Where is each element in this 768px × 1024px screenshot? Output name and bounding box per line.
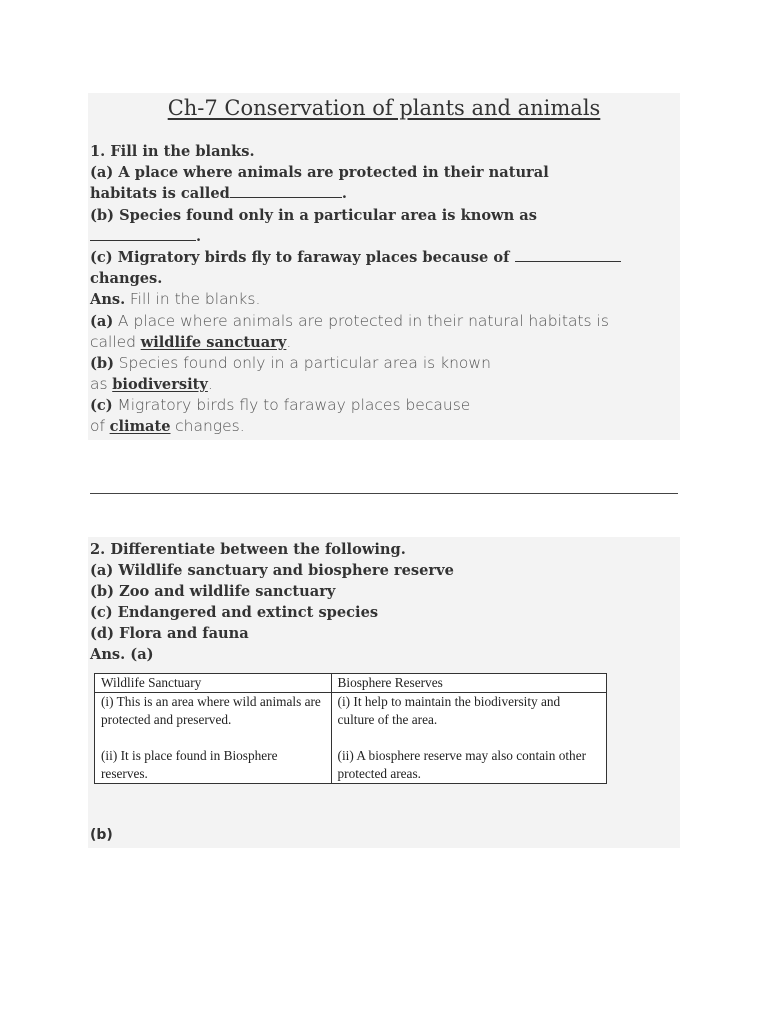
q1-c-text: Migratory birds fly to faraway places because of (117, 248, 510, 266)
q1-b-end: . (196, 227, 202, 245)
question-2-block (88, 537, 680, 848)
a1-c-line-1 (90, 395, 680, 416)
table-cell-wildlife (95, 693, 332, 784)
q1-b-label: (b) (90, 206, 115, 224)
a1-a-line-2 (90, 332, 680, 353)
q2-item-a: (a) Wildlife sanctuary and biosphere reserve (90, 562, 454, 579)
page-title: Ch-7 Conservation of plants and animals (167, 96, 601, 120)
a1-a-text-1: A place where animals are protected in their natural habitats is (117, 311, 609, 330)
a1-ans-label: Ans. (90, 291, 126, 309)
table-header-biosphere-reserves: Biosphere Reserves (331, 674, 606, 693)
a1-c-end: changes. (175, 417, 245, 436)
a1-intro: Fill in the blanks. (129, 290, 261, 309)
q1-heading: 1. Fill in the blanks. (90, 143, 255, 160)
a1-b-text-2: as (90, 375, 108, 394)
wildlife-point-1: (i) This is an area where wild animals are protected and preserved. (101, 694, 321, 727)
q1-c-blank (515, 249, 621, 262)
a1-a-line-1 (90, 311, 680, 332)
q1-b-line-2 (90, 226, 680, 247)
q1-b-blank (90, 228, 196, 241)
q2-item-b: (b) Zoo and wildlife sanctuary (90, 583, 336, 600)
table-header-wildlife-sanctuary: Wildlife Sanctuary (95, 674, 332, 693)
table-header-row (95, 674, 607, 693)
a1-b-line-1 (90, 353, 680, 374)
q2-item-c: (c) Endangered and extinct species (90, 604, 379, 621)
q1-b-line-1 (90, 205, 680, 226)
table-cell-biosphere (331, 693, 606, 784)
q1-a-text-1: A place where animals are protected in their natural (118, 164, 549, 182)
table-row (95, 693, 607, 784)
comparison-table (94, 673, 607, 784)
a1-c-line-2 (90, 416, 680, 437)
a1-b-line-2 (90, 374, 680, 395)
q2-b-label: (b) (90, 827, 113, 843)
a1-a-text-2: called (90, 332, 137, 351)
a1-a-label: (a) (90, 312, 114, 330)
wildlife-point-2: (ii) It is place found in Biosphere reserves. (101, 748, 278, 781)
q1-a-blank (230, 185, 342, 198)
q2-item-d: (d) Flora and fauna (90, 625, 249, 642)
question-1-lines (90, 141, 680, 438)
a1-c-text-2: of (90, 417, 105, 436)
a1-b-end: . (207, 375, 213, 394)
a1-c-label: (c) (90, 397, 113, 415)
q1-a-line-1 (90, 162, 680, 183)
a1-a-end: . (286, 332, 292, 351)
a1-c-text-1: Migratory birds fly to faraway places because (117, 396, 471, 415)
q1-a-end: . (341, 185, 347, 203)
q1-a-label: (a) (90, 164, 114, 182)
q1-c-label: (c) (90, 248, 113, 266)
q2-heading: 2. Differentiate between the following. (90, 541, 406, 558)
a1-b-answer: biodiversity (112, 376, 208, 394)
a1-b-text-1: Species found only in a particular area is known (118, 353, 491, 372)
biosphere-point-1: (i) It help to maintain the biodiversity and culture of the area. (337, 694, 561, 727)
q1-c-line-2: changes. (90, 270, 163, 288)
q1-b-text: Species found only in a particular area is known as (119, 206, 537, 224)
a1-c-answer: climate (109, 418, 171, 436)
section-divider (90, 493, 678, 494)
q2-ans-label: Ans. (a) (90, 646, 154, 663)
q1-c-line-1 (90, 247, 680, 268)
a1-a-answer: wildlife sanctuary (140, 333, 287, 351)
biosphere-point-2: (ii) A biosphere reserve may also contain other protected areas. (337, 748, 587, 781)
question-1-block (88, 93, 680, 440)
a1-intro-line (90, 289, 680, 310)
q1-a-text-2: habitats is called (90, 185, 230, 203)
q1-a-line-2 (90, 183, 680, 204)
a1-b-label: (b) (90, 354, 115, 372)
question-2-lines (90, 539, 680, 665)
